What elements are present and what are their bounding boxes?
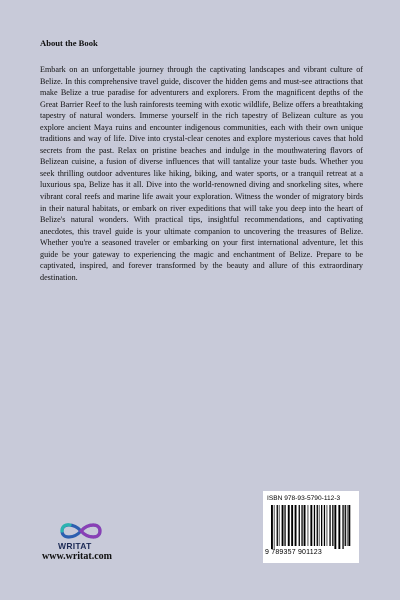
barcode-bar <box>288 505 290 546</box>
barcode-bar <box>284 505 285 546</box>
barcode-bar <box>277 505 278 546</box>
book-description: Embark on an unforgettable journey through the captivating landscapes and vibrant culture of Belize. In this comprehensive travel guide, discover the hidden gems and must-see attractions that make Belize a true paradise for adventurers and explorers. From the magnificent depths of the Great Barrier Reef to the lush rainforests teeming with exotic wildlife, Belize offers a breathtaking tapestry of natural wonders. Immerse yourself in the rich tapestry of Belizean culture as you explore ancient Maya ruins and encounter indigenous communities, each with their own unique traditions and way of life. Dive into crystal-clear cenotes and explore mysterious caves that hold secrets from the past. Relax on pristine beaches and indulge in the mouthwatering flavors of Belizean cuisine, a fusion of diverse influences that will tantalize your taste buds. Whether you seek thrilling outdoor adventures like hiking, biking, and water sports, or a tranquil retreat at a luxurious spa, Belize has it all. Dive into the world-renowned diving and snorkeling sites, where vibrant coral reefs and marine life await your exploration. Witness the wonder of migratory birds in their natural habitats, or embark on river expeditions that will take you deep into the heart of Belize's natural wonders. With practical tips, insightful recommendations, and captivating anecdotes, this travel guide is your ultimate companion to uncovering the treasures of Belize. Whether you're a seasoned traveler or embarking on your first international adventure, let this guide be your gateway to experiencing the magic and enchantment of Belize. Prepare to be captivated, inspired, and forever transformed by the beauty and allure of this extraordinary destination. <box>40 65 363 282</box>
about-heading: About the Book <box>40 38 98 48</box>
barcode-bar <box>274 505 275 549</box>
publisher-website: www.writat.com <box>42 551 112 562</box>
barcode-bar <box>295 505 297 546</box>
barcode-bar <box>329 505 330 546</box>
barcode-bar <box>301 505 302 546</box>
barcode-bar <box>310 505 312 546</box>
barcode-bar <box>327 505 328 546</box>
barcode-bar <box>332 505 333 546</box>
barcode-bar <box>282 505 284 546</box>
barcode-bar <box>324 505 325 546</box>
barcode-bar <box>299 505 300 546</box>
barcode-bar <box>342 505 343 549</box>
barcode-bar <box>317 505 318 546</box>
barcode-digits: 9 789357 901123 <box>265 549 322 556</box>
barcode-bar <box>304 505 306 546</box>
barcode-bar <box>334 505 336 549</box>
barcode-icon <box>271 505 351 549</box>
barcode-block <box>263 491 359 563</box>
barcode-bar <box>321 505 322 546</box>
barcode-bar <box>291 505 293 546</box>
barcode-bar <box>319 505 320 546</box>
barcode-bar <box>279 505 280 546</box>
barcode-bar <box>271 505 273 549</box>
barcode-bar <box>314 505 315 546</box>
barcode-bar <box>338 505 340 549</box>
isbn-number: ISBN 978-93-5790-112-3 <box>267 495 341 502</box>
barcode-bar <box>345 505 346 546</box>
barcode-bar <box>308 505 309 546</box>
barcode-bar <box>348 505 350 546</box>
barcode-bar <box>347 505 348 546</box>
publisher-name: WRITAT <box>58 541 92 551</box>
